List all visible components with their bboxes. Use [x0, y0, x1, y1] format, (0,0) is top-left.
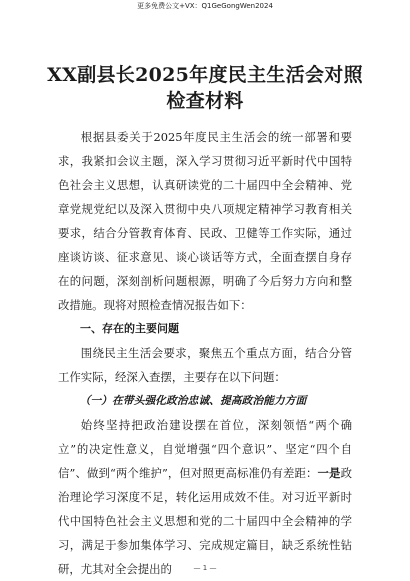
- section-intro-paragraph: 围绕民主生活会要求，聚焦五个重点方面，结合分管工作实际，经深入查摆，主要存在以下问题：: [58, 346, 352, 384]
- section-heading-problems: 一、存在的主要问题: [80, 322, 179, 335]
- page-number: — 1 —: [193, 564, 217, 572]
- subsection-heading-political: （一）在带头强化政治忠诚、提高政治能力方面: [79, 394, 307, 407]
- subsection-text-a: 始终坚持把政治建设摆在首位，深刻领悟“两个确立”的决定性意义，自觉增强“四个意识”、坚定“四个自信”、做到“两个维护”，但对照更高标准仍有差距：: [58, 418, 352, 480]
- subsection-paragraph: [58, 413, 352, 581]
- subsection-bold-marker: 一是: [317, 466, 341, 480]
- top-banner: 更多免费公文+VX：Q1GeGongWen2024: [137, 2, 273, 10]
- document-title: XX副县长2025年度民主生活会对照检查材料: [47, 64, 363, 112]
- document-body: [58, 125, 352, 581]
- subsection-text-b: 政治理论学习深度不足，转化运用成效不佳。对习近平新时代中国特色社会主义思想和党的二十届四中全会精神的学习，满足于参加集体学习、完成规定篇目，缺乏系统性钻研，尤其对全会提出的: [58, 466, 352, 576]
- intro-paragraph: 根据县委关于2025年度民主生活会的统一部署和要求，我紧扣会议主题，深入学习贯彻习近平新时代中国特色社会主义思想，认真研读党的二十届四中全会精神、党章党规党纪以及深入贯彻中央八项规定精神学习教育相关要求，结合分管教育体育、民政、卫健等工作实际，通过座谈访谈、征求意见、谈心谈话等方式，全面查摆自身存在的问题，深刻剖析问题根源，明确了今后努力方向和整改措施。现将对照检查情况报告如下：: [58, 130, 352, 312]
